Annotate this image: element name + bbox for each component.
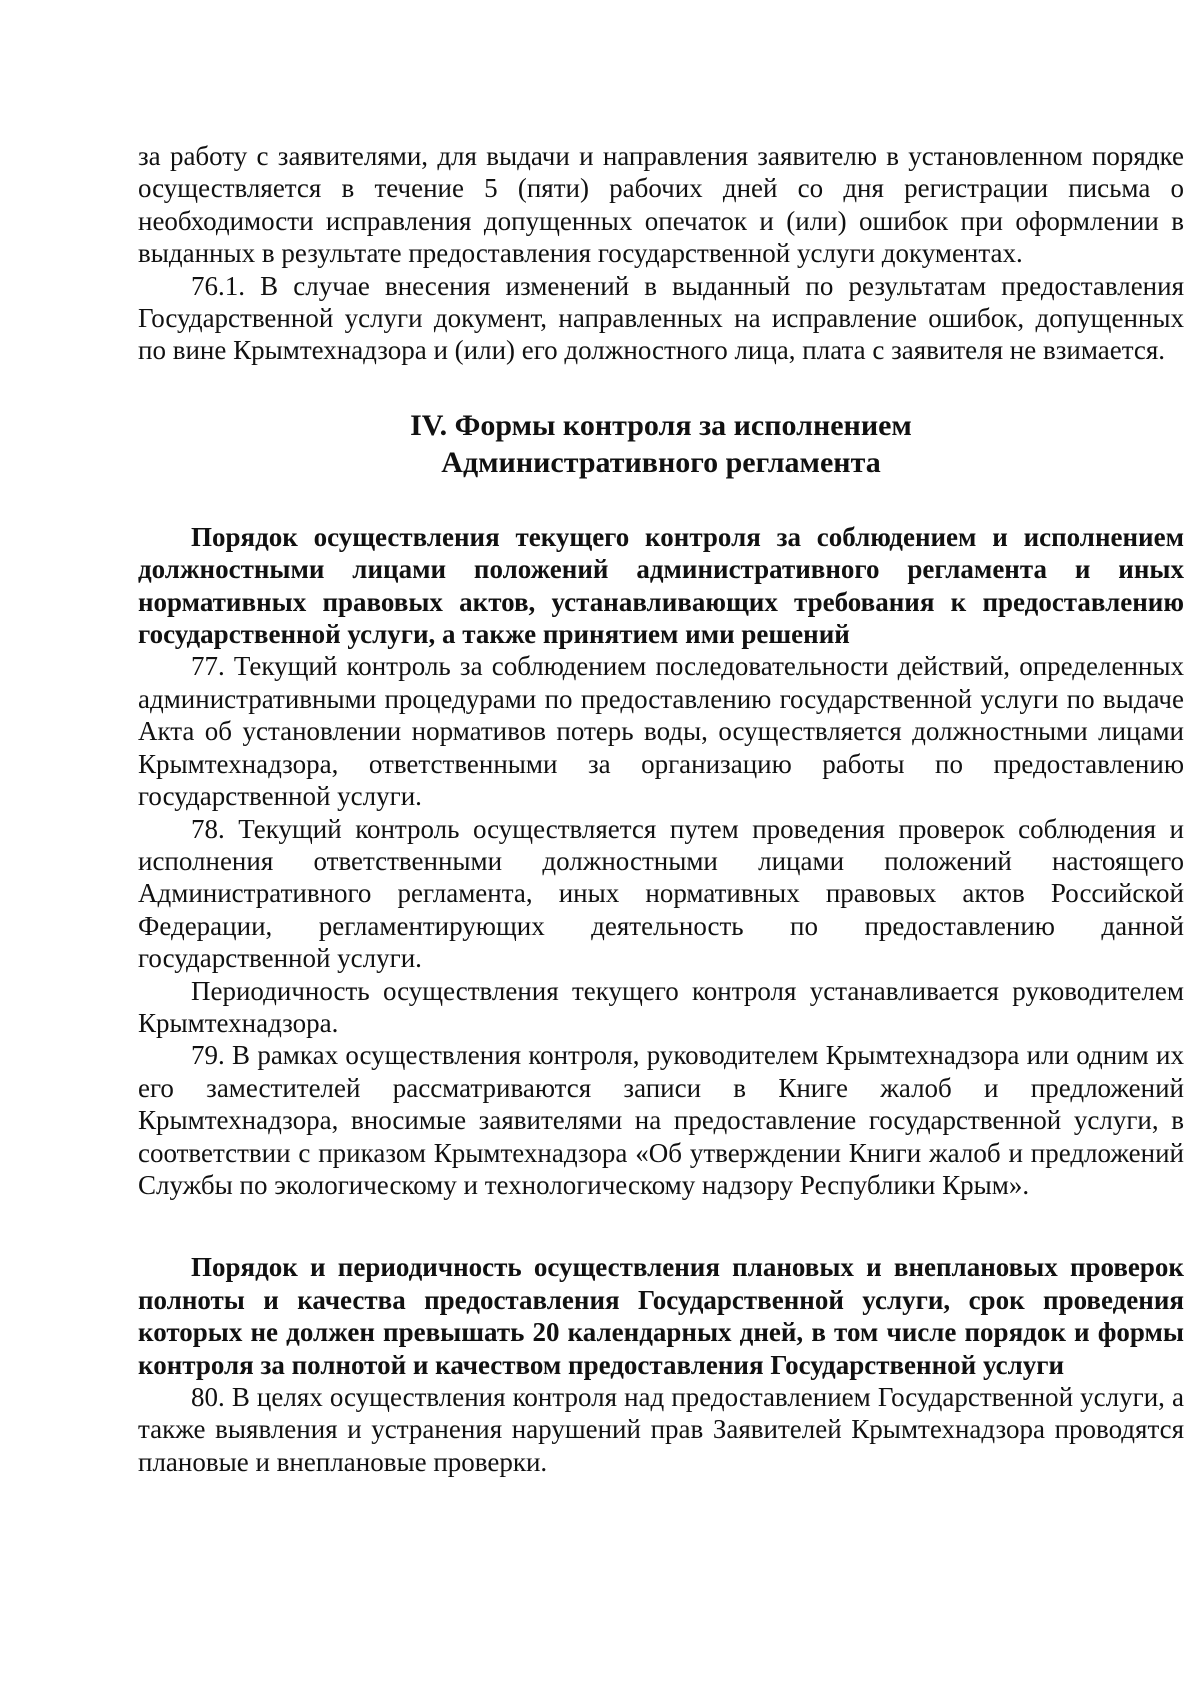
paragraph-78: 78. Текущий контроль осуществляется путем проведения проверок соблюдения и исполнения ответственными должностными лицами положений настоящего Административного регламента, иных нормативных правовых актов Российской Федерации, регламентирующих деятельность по предоставлению данной государственной услуги.	[138, 813, 1184, 974]
section-heading	[138, 407, 1184, 481]
paragraph-79: 79. В рамках осуществления контроля, руководителем Крымтехнадзора или одним их его заместителей рассматриваются записи в Книге жалоб и предложений Крымтехнадзора, вносимые заявителями на предоставление государственной услуги, в соответствии с приказом Крымтехнадзора «Об утверждении Книги жалоб и предложений Службы по экологическому и технологическому надзору Республики Крым».	[138, 1040, 1184, 1200]
section-heading-line-2: Административного регламента	[441, 445, 881, 479]
section-heading-line-1: IV. Формы контроля за исполнением	[410, 408, 912, 442]
subheading-inspections: Порядок и периодичность осуществления плановых и внеплановых проверок полноты и качества предоставления Государственной услуги, срок проведения которых не должен превышать 20 календарных дней, в том числе порядок и формы контроля за полнотой и качеством предоставления Государственной услуги	[138, 1252, 1184, 1380]
paragraph-periodicity: Периодичность осуществления текущего контроля устанавливается руководителем Крымтехнадзора.	[138, 975, 1184, 1038]
paragraph-77: 77. Текущий контроль за соблюдением последовательности действий, определенных административными процедурами по предоставлению государственной услуги по выдаче Акта об установлении нормативов потерь воды, осуществляется должностными лицами Крымтехнадзора, ответственными за организацию работы по предоставлению государственной услуги.	[138, 651, 1184, 812]
subheading-current-control: Порядок осуществления текущего контроля за соблюдением и исполнением должностными лицами положений административного регламента и иных нормативных правовых актов, устанавливающих требования к предоставлению государственной услуги, а также принятием ими решений	[138, 521, 1184, 650]
paragraph-continuation: за работу с заявителями, для выдачи и направления заявителю в установленном порядке осуществляется в течение 5 (пяти) рабочих дней со дня регистрации письма о необходимости исправления допущенных опечаток и (или) ошибок при оформлении в выданных в результате предоставления государственной услуги документах.	[138, 141, 1184, 269]
paragraph-76-1: 76.1. В случае внесения изменений в выданный по результатам предоставления Государственной услуги документ, направленных на исправление ошибок, допущенных по вине Крымтехнадзора и (или) его должностного лица, плата с заявителя не взимается.	[138, 270, 1184, 366]
paragraph-80: 80. В целях осуществления контроля над предоставлением Государственной услуги, а также выявления и устранения нарушений прав Заявителей Крымтехнадзора проводятся плановые и внеплановые проверки.	[138, 1382, 1184, 1477]
page-content	[138, 140, 1184, 1478]
